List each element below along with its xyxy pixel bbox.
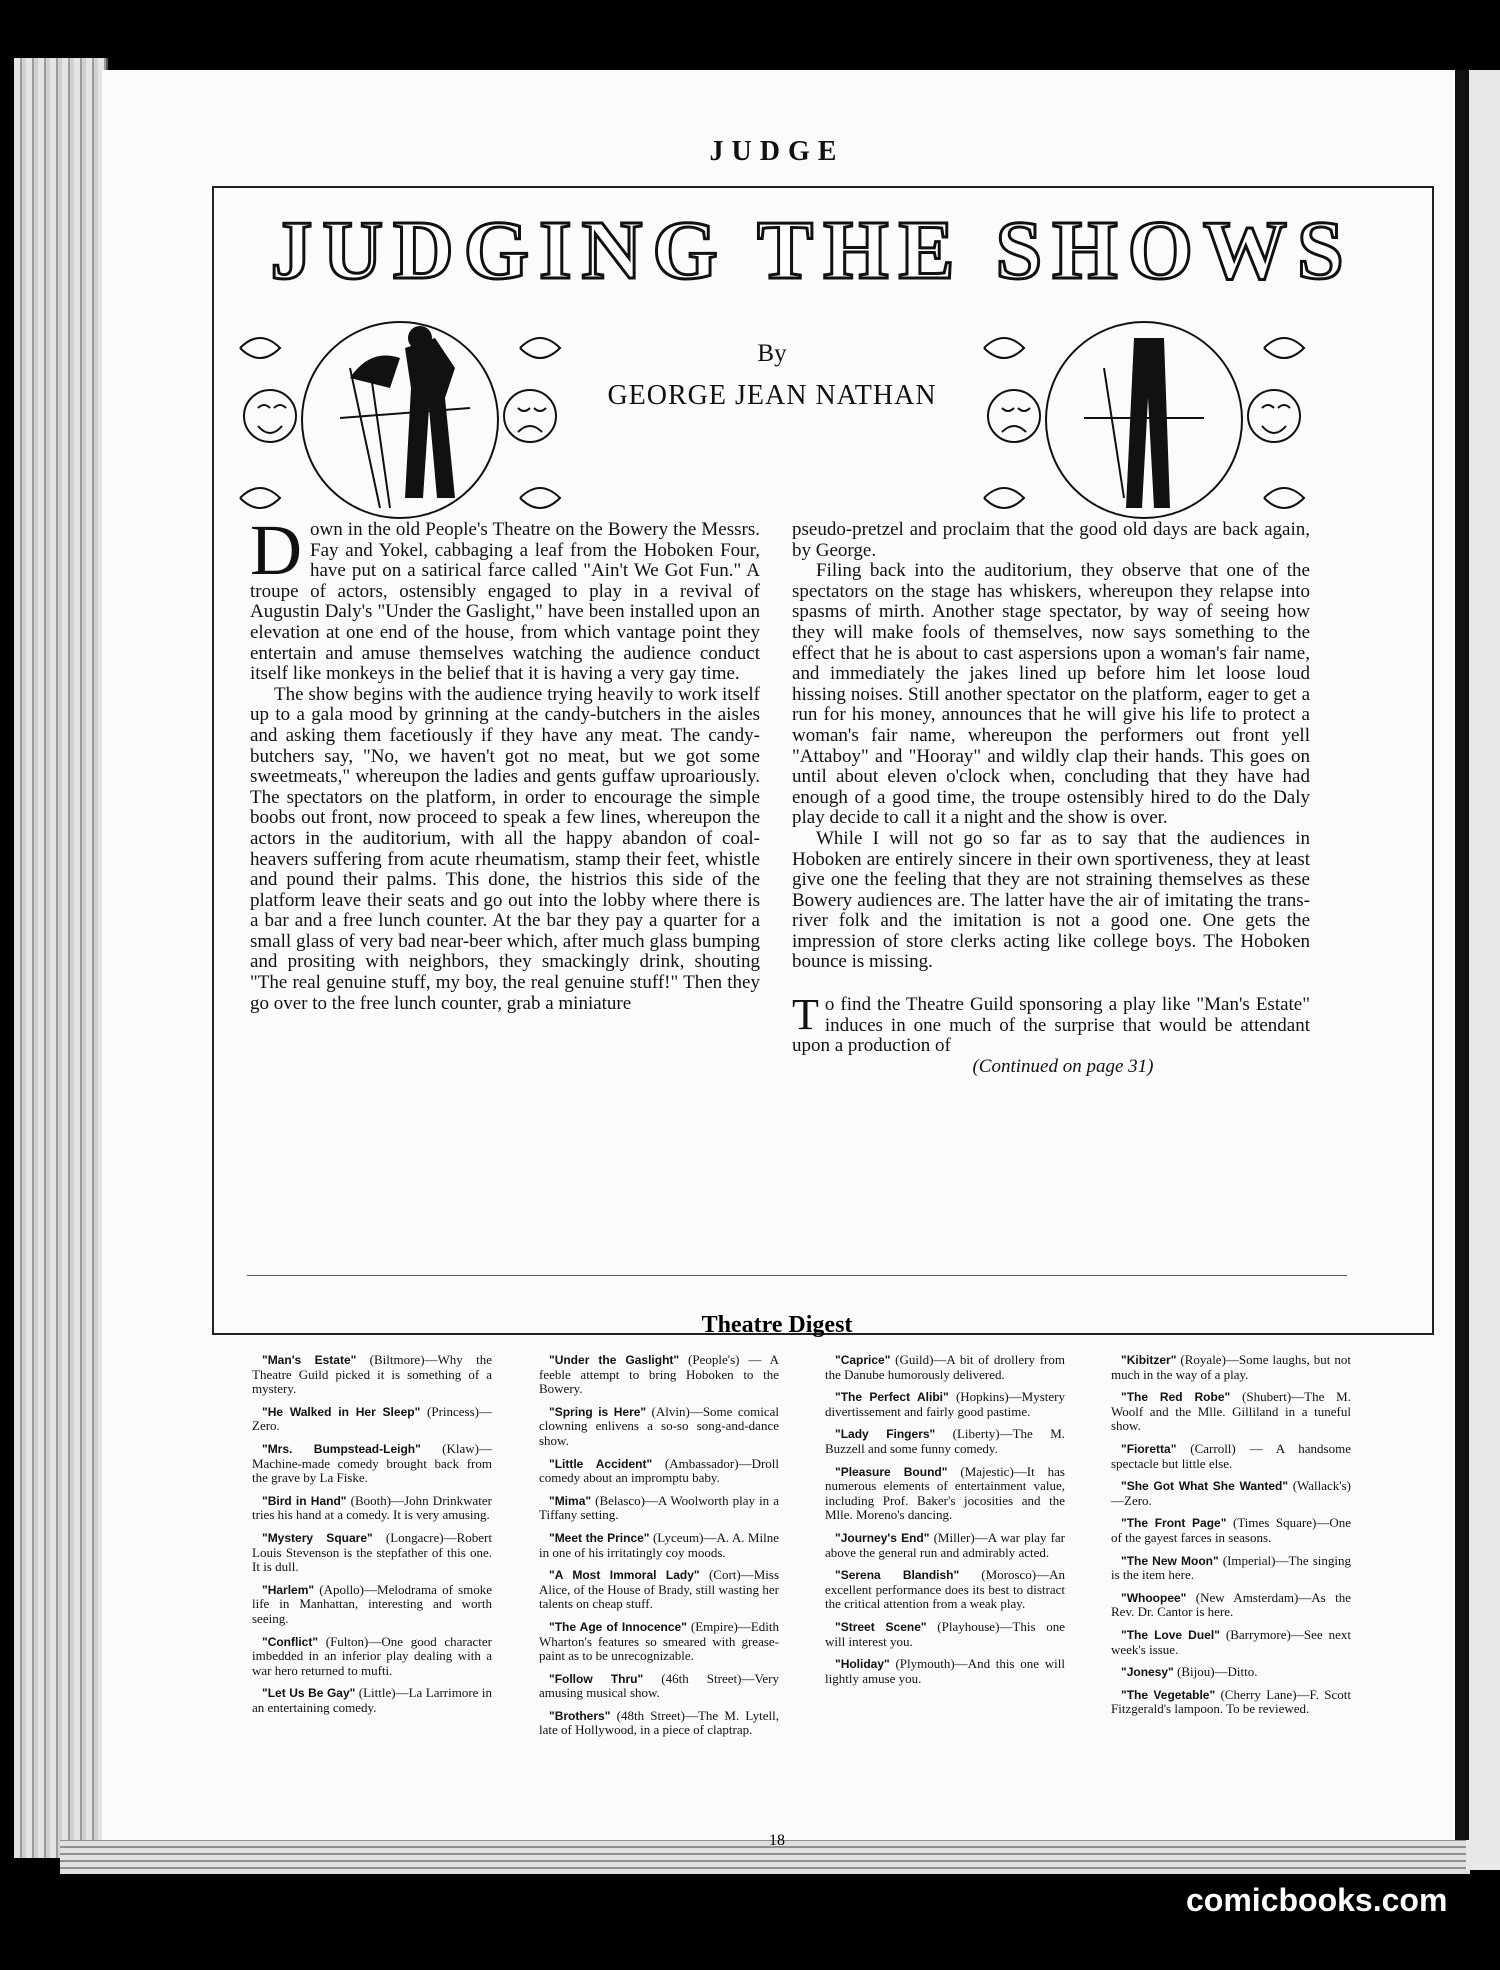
digest-entry-text: (Lyceum)—A. A. Milne in one of his irritatingly coy moods.: [539, 1529, 779, 1560]
title-text: JUDGING THE SHOWS: [270, 204, 1354, 297]
digest-entry-text: (Alvin)—Some comical clowning enlivens a so-so song-and-dance show.: [539, 1403, 780, 1448]
digest-entry-text: (Fulton)—One good character imbedded in an inferior play dealing with a war hero returned to mufti.: [252, 1633, 492, 1678]
digest-entry-title: "Jonesy": [1121, 1665, 1174, 1680]
digest-entry: [825, 1620, 1065, 1649]
digest-entry: [825, 1390, 1065, 1419]
digest-entry-text: (Imperial)—The singing is the item here.: [1111, 1552, 1352, 1583]
digest-entry-text: (Morosco)—An excellent performance does its best to distract the critical attention from a weak play.: [825, 1567, 1065, 1612]
digest-entry-text: (Guild)—A bit of drollery from the Danube humorously delivered.: [825, 1352, 1065, 1382]
digest-entry-title: "Meet the Prince": [549, 1530, 650, 1545]
digest-entry: [252, 1583, 492, 1627]
digest-entry-text: (Majestic)—It has numerous elements of entertainment value, including Prof. Baker's jocosities and the Mlle. Moreno's dancing.: [825, 1463, 1065, 1523]
digest-entry: [252, 1494, 492, 1523]
digest-entry-text: (Apollo)—Melodrama of smoke life in Manhattan, interesting and worth seeing.: [252, 1581, 492, 1626]
digest-entry-title: "Follow Thru": [549, 1671, 644, 1686]
digest-entry: [539, 1531, 779, 1560]
digest-entry-text: (Carroll) — A handsome spectacle but little else.: [1111, 1440, 1352, 1471]
digest-entry-title: "The Perfect Alibi": [835, 1390, 949, 1405]
digest-entry-title: "Fioretta": [1121, 1441, 1177, 1456]
digest-entry: [1111, 1665, 1351, 1680]
digest-entry: [252, 1353, 492, 1397]
digest-entry-title: "Bird in Hand": [262, 1493, 347, 1508]
digest-entry: [1111, 1516, 1351, 1545]
digest-entry-text: (Plymouth)—And this one will lightly amuse you.: [825, 1656, 1065, 1686]
digest-entry-title: "Mystery Square": [262, 1530, 373, 1545]
digest-entry: [539, 1405, 779, 1449]
digest-entry-text: (Cort)—Miss Alice, of the House of Brady, still wasting her talents on cheap stuff.: [539, 1567, 780, 1612]
digest-entry-title: "The New Moon": [1121, 1553, 1219, 1568]
digest-entry-text: (Princess)—Zero.: [252, 1403, 493, 1434]
digest-entry-title: "Lady Fingers": [835, 1427, 936, 1442]
digest-entry-title: "The Red Robe": [1121, 1390, 1231, 1405]
digest-entry-title: "Brothers": [549, 1708, 611, 1723]
digest-entry-text: (Biltmore)—Why the Theatre Guild picked it is something of a mystery.: [252, 1352, 493, 1397]
digest-entry-title: "Mrs. Bumpstead-Leigh": [262, 1441, 421, 1456]
digest-entry: [1111, 1688, 1351, 1717]
digest-entry-title: "Conflict": [262, 1634, 319, 1649]
watermark: comicbooks.com: [1186, 1882, 1448, 1918]
section-divider: [247, 1275, 1347, 1276]
vignette-circle: [302, 322, 498, 518]
digest-column-4: [1111, 1353, 1351, 1725]
digest-entry: [825, 1568, 1065, 1612]
digest-entry: [825, 1427, 1065, 1456]
dancer-figure: [405, 338, 455, 498]
byline-by: By: [757, 340, 787, 367]
digest-entry-title: "The Vegetable": [1121, 1687, 1216, 1702]
digest-entry: [539, 1568, 779, 1612]
masthead: JUDGE: [709, 136, 845, 167]
article-paragraph-4: Filing back into the auditorium, they observe that one of the spectators on the stage has whiskers, whereupon they relapse into spasms of mirth. Another stage spectator, by way of seeing how they will make fools of themselves, now says something to the effect that he is about to cast aspersions upon a woman's fair name, and immediately the jakes lined up before him let loose loud hissing noises. Still another spectator on the platform, eager to get a run for his money, announces that he will give his life to protect a woman's fair name, whereupon the performers out front yell "Attaboy" and "Hooray" and wildly clap their hands. This goes on until about eleven o'clock when, concluding that they have had enough of a good time, the troupe ostensibly hired to do the Daly play decide to call it a night and the show is over.: [792, 560, 1310, 829]
digest-entry-title: "Caprice": [835, 1353, 891, 1367]
digest-entry-title: "Serena Blandish": [835, 1568, 960, 1583]
drop-cap: T: [792, 990, 819, 1040]
digest-entry-title: "Journey's End": [835, 1530, 930, 1545]
digest-entry-title: "Under the Gaslight": [549, 1353, 680, 1367]
digest-entry-text: (Empire)—Edith Wharton's features so smeared with grease-paint as to be unrecognizable.: [539, 1618, 779, 1664]
digest-entry-title: "The Love Duel": [1121, 1627, 1220, 1642]
digest-entry-text: (48th Street)—The M. Lytell, late of Hollywood, in a piece of claptrap.: [539, 1707, 779, 1738]
digest-entry: [539, 1620, 779, 1664]
article-paragraph-3: pseudo-pretzel and proclaim that the good old days are back again, by George.: [792, 519, 1310, 561]
book-page-edges: [14, 58, 108, 1858]
digest-entry: [252, 1531, 492, 1575]
digest-entry-text: (Miller)—A war play far above the general run and admirably acted.: [825, 1529, 1066, 1560]
digest-entry: [252, 1405, 492, 1434]
digest-entry: [252, 1686, 492, 1715]
digest-entry-text: (46th Street)—Very amusing musical show.: [539, 1670, 779, 1701]
comedy-mask-icon: [1248, 390, 1300, 442]
digest-entry-title: "He Walked in Her Sleep": [262, 1404, 421, 1419]
article-paragraph-1: Down in the old People's Theatre on the Bowery the Messrs. Fay and Yokel, cabbaging a leaf from the Hoboken Four, have put on a satirical farce called "Ain't We Got Fun." A troupe of actors, ostensibly engaged to play in a revival of Augustin Daly's "Under the Gaslight," have been installed upon an elevation at one end of the house, from which vantage point they entertain and amuse themselves watching the audience conduct itself like monkeys in the belief that it is having a very gay time.: [250, 510, 760, 685]
digest-entry-text: (Cherry Lane)—F. Scott Fitzgerald's lampoon. To be reviewed.: [1111, 1686, 1352, 1717]
digest-entry-title: "She Got What She Wanted": [1121, 1479, 1289, 1494]
digest-entry-text: (Klaw)—Machine-made comedy brought back from the grave by La Fiske.: [252, 1440, 492, 1486]
digest-entry: [825, 1657, 1065, 1686]
magazine-page: [102, 70, 1452, 1849]
digest-entry-text: (Royale)—Some laughs, but not much in the way of a play.: [1111, 1352, 1351, 1382]
digest-entry: [825, 1353, 1065, 1382]
digest-entry-text: (Little)—La Larrimore in an entertaining comedy.: [252, 1685, 492, 1715]
digest-entry-text: (Booth)—John Drinkwater tries his hand at a comedy. It is very amusing.: [252, 1492, 492, 1523]
digest-column-2: [539, 1353, 779, 1746]
digest-entry: [539, 1457, 779, 1486]
digest-entry-text: (Belasco)—A Woolworth play in a Tiffany setting.: [539, 1492, 780, 1523]
byline-author: GEORGE JEAN NATHAN: [607, 380, 937, 411]
digest-entry: [539, 1494, 779, 1523]
byline: [542, 340, 1002, 412]
digest-entry-text: (Hopkins)—Mystery divertissement and fairly good pastime.: [825, 1389, 1066, 1419]
digest-entry-text: (Playhouse)—This one will interest you.: [825, 1618, 1066, 1649]
digest-entry-text: (Wallack's)—Zero.: [1111, 1478, 1352, 1508]
digest-entry: [1111, 1554, 1351, 1583]
digest-entry-title: "Little Accident": [549, 1456, 653, 1471]
title-lettering: [237, 200, 1387, 300]
article-column-right: [792, 520, 1310, 1077]
digest-entry-title: "Spring is Here": [549, 1404, 647, 1419]
article-column-left: [250, 510, 760, 1014]
digest-entry: [1111, 1628, 1351, 1657]
digest-entry: [252, 1442, 492, 1486]
digest-entry-text: (People's) — A feeble attempt to bring Hoboken to the Bowery.: [539, 1352, 779, 1397]
digest-entry-title: "Street Scene": [835, 1619, 927, 1634]
digest-title: Theatre Digest: [701, 1312, 853, 1338]
digest-entry-title: "The Front Page": [1121, 1516, 1227, 1531]
digest-entry: [1111, 1353, 1351, 1382]
digest-entry-text: (Bijou)—Ditto.: [1176, 1664, 1258, 1680]
digest-entry: [1111, 1591, 1351, 1620]
digest-column-1: [252, 1353, 492, 1723]
actor-figure: [1126, 338, 1170, 508]
digest-entry: [1111, 1390, 1351, 1434]
digest-entry: [825, 1465, 1065, 1523]
continued-note: (Continued on page 31): [972, 1055, 1154, 1077]
facing-page-edge: [1466, 70, 1500, 1870]
article-paragraph-5: While I will not go so far as to say that the audiences in Hoboken are entirely sincere in their own sportiveness, they at least give one the feeling that they are not straining themselves as these Bowery audiences are. The latter have the air of imitating the trans-river folk and the imitation is not a good one. One gets the impression of store clerks acting like college boys. The Hoboken bounce is missing.: [792, 827, 1310, 973]
page-number: 18: [769, 1832, 785, 1849]
digest-entry-text: (New Amsterdam)—As the Rev. Dr. Cantor is here.: [1111, 1589, 1352, 1620]
digest-entry-title: "Holiday": [835, 1657, 890, 1672]
digest-entry-text: (Ambassador)—Droll comedy about an impromptu baby.: [539, 1455, 780, 1486]
comedy-mask-icon: [244, 390, 296, 442]
right-vignette-illustration: [974, 308, 1314, 538]
article-paragraph-6: To find the Theatre Guild sponsoring a play like "Man's Estate" induces in one much of the surprise that would be attendant upon a production of: [792, 990, 1310, 1057]
digest-entry-text: (Shubert)—The M. Woolf and the Mlle. Gilliland in a tuneful show.: [1111, 1389, 1351, 1434]
digest-entry: [1111, 1442, 1351, 1471]
digest-entry: [1111, 1479, 1351, 1508]
digest-entry: [825, 1531, 1065, 1560]
digest-entry-title: "Man's Estate": [262, 1353, 357, 1367]
digest-entry-title: "The Age of Innocence": [549, 1619, 687, 1634]
digest-entry-text: (Barrymore)—See next week's issue.: [1111, 1626, 1352, 1657]
drop-cap: D: [250, 510, 302, 590]
article-paragraph-2: The show begins with the audience trying heavily to work itself up to a gala mood by grinning at the candy-butchers in the aisles and asking them facetiously if they have any meat. The candy-butchers say, "No, we haven't got no meat, but we got some sweetmeats," whereupon the ladies and gents guffaw uproariously. The spectators on the platform, in order to encourage the simple boobs out front, now proceed to speak a few lines, whereupon the actors in the auditorium, with all the happy abandon of coal-heavers suffering from acute rheumatism, stamp their feet, whistle and pound their palms. This done, the histrios this side of the platform leave their seats and go out into the lobby where there is a bar and a free lunch counter. At the bar they pay a quarter for a small glass of very bad near-beer which, after much glass bumping and prositing with neighbors, they smackingly drink, shouting "The real genuine stuff, my boy, the real genuine stuff!" Then they go over to the free lunch counter, grab a miniature: [250, 683, 760, 1014]
page-gutter-bar: [1452, 70, 1469, 1840]
digest-entry-text: (Liberty)—The M. Buzzell and some funny comedy.: [825, 1426, 1066, 1456]
digest-entry: [539, 1672, 779, 1701]
digest-column-3: [825, 1353, 1065, 1694]
digest-entry-text: (Times Square)—One of the gayest farces in seasons.: [1111, 1515, 1352, 1545]
digest-entry-title: "Pleasure Bound": [835, 1464, 948, 1479]
digest-entry-title: "Harlem": [262, 1582, 315, 1597]
digest-entry-text: (Longacre)—Robert Louis Stevenson is the stepfather of this one. It is dull.: [252, 1529, 492, 1575]
left-vignette-illustration: [230, 308, 570, 538]
digest-entry: [539, 1353, 779, 1397]
digest-entry-title: "Whoopee": [1121, 1590, 1187, 1605]
digest-entry-title: "A Most Immoral Lady": [549, 1568, 700, 1583]
digest-entry-title: "Let Us Be Gay": [262, 1686, 356, 1701]
digest-entry: [539, 1709, 779, 1738]
digest-entry-title: "Kibitzer": [1121, 1353, 1177, 1367]
digest-entry: [252, 1635, 492, 1679]
digest-entry-title: "Mima": [549, 1493, 592, 1508]
